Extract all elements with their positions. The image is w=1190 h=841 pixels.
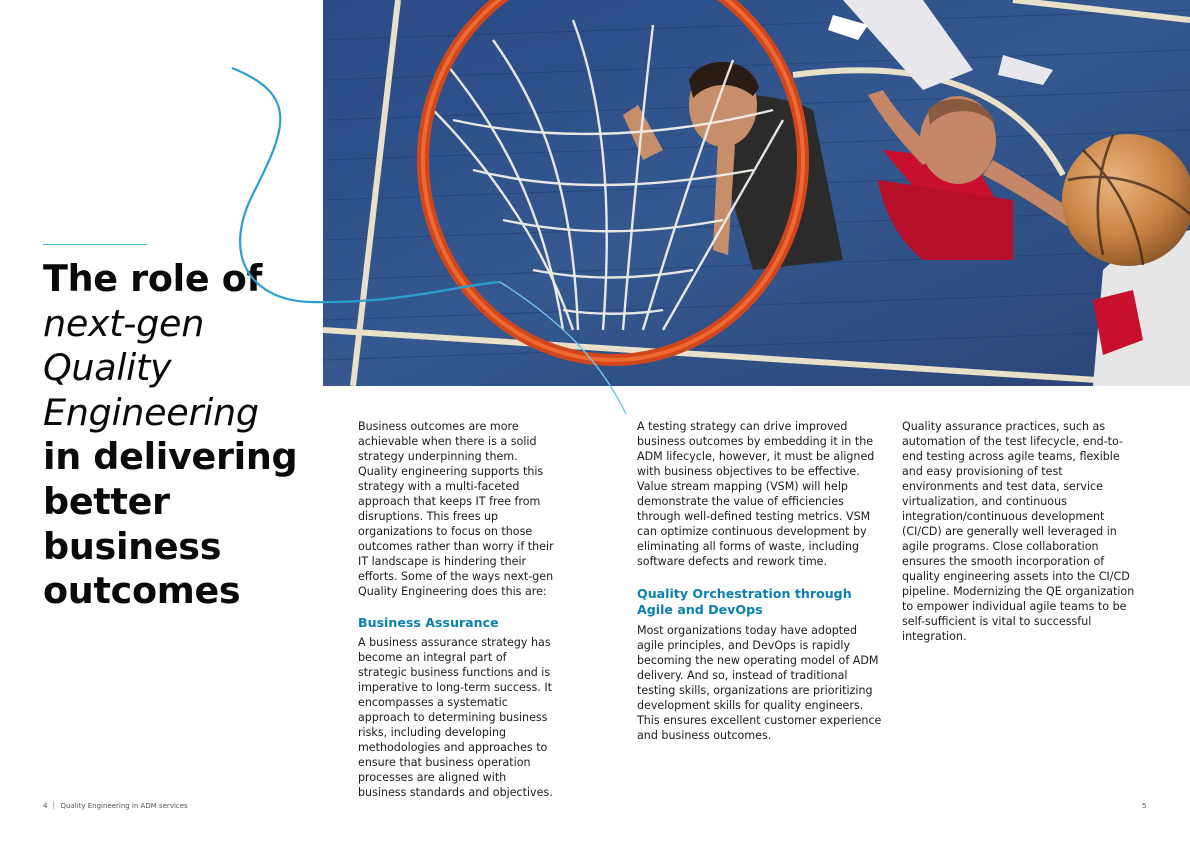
quality-assurance-paragraph: Quality assurance practices, such as automation of the test lifecycle, end-to-end testing across agile teams, flexible and easy provisioning of test environments and test data, service virtualization, and continuous integration/continuous development (CI/CD) are generally well leveraged in agile programs. Close collaboration ensures the smooth incorporation of quality engineering assets into the CI/CD pipeline. Modernizing the QE organization to empower individual agile teams to be self-sufficient is vital to successful integration. <box>902 420 1135 643</box>
title-line: in delivering <box>43 435 298 479</box>
footer-left <box>43 801 188 811</box>
title-line: The role of <box>43 257 263 300</box>
business-assurance-heading: Business Assurance <box>358 615 499 630</box>
title-line: better <box>43 479 170 523</box>
footer-title: Quality Engineering in ADM services <box>60 802 188 810</box>
title-line: Engineering <box>43 390 259 434</box>
title-line: outcomes <box>43 569 241 613</box>
quality-orchestration-heading: Quality Orchestration through Agile and DevOps <box>637 586 852 617</box>
page-number-left: 4 <box>43 802 48 810</box>
title-line: business <box>43 524 222 568</box>
testing-strategy-paragraph: A testing strategy can drive improved business outcomes by embedding it in the ADM lifecycle, however, it must be aligned with business objectives to be effective. Value stream mapping (VSM) will help demonstrate the value of efficiencies through well-defined testing metrics. VSM can optimize continuous development by eliminating all forms of waste, including software defects and rework time. <box>637 420 875 568</box>
page-title <box>43 257 313 614</box>
title-line: next-gen <box>43 301 205 345</box>
title-line: Quality <box>43 346 172 390</box>
column-1 <box>358 419 558 800</box>
intro-paragraph: Business outcomes are more achievable when there is a solid strategy underpinning them. Quality engineering supports this strategy with a multi-faceted approach that keeps IT free from disruptions. This frees up organizations to focus on those outcomes rather than worry if their IT landscape is hindering their efforts. Some of the ways next-gen Quality Engineering does this are: <box>358 420 554 598</box>
column-2 <box>637 419 887 743</box>
basketball-photo <box>323 0 1190 386</box>
accent-rule <box>43 244 147 245</box>
column-3 <box>902 419 1142 644</box>
left-panel <box>0 0 323 841</box>
page-number-right: 5 <box>1142 802 1147 810</box>
basketball-photo-illustration <box>323 0 1190 386</box>
business-assurance-paragraph: A business assurance strategy has become an integral part of strategic business functions and is imperative to long-term success. It encompasses a systematic approach to determining business risks, including developing methodologies and approaches to ensure that business operation processes are aligned with business standards and objectives. <box>358 636 553 799</box>
quality-orchestration-paragraph: Most organizations today have adopted agile principles, and DevOps is rapidly becoming the new operating model of ADM delivery. And so, instead of traditional testing skills, organizations are prioritizing development skills for quality engineers. This ensures excellent customer experience and business outcomes. <box>637 624 882 742</box>
footer-separator <box>53 801 54 809</box>
